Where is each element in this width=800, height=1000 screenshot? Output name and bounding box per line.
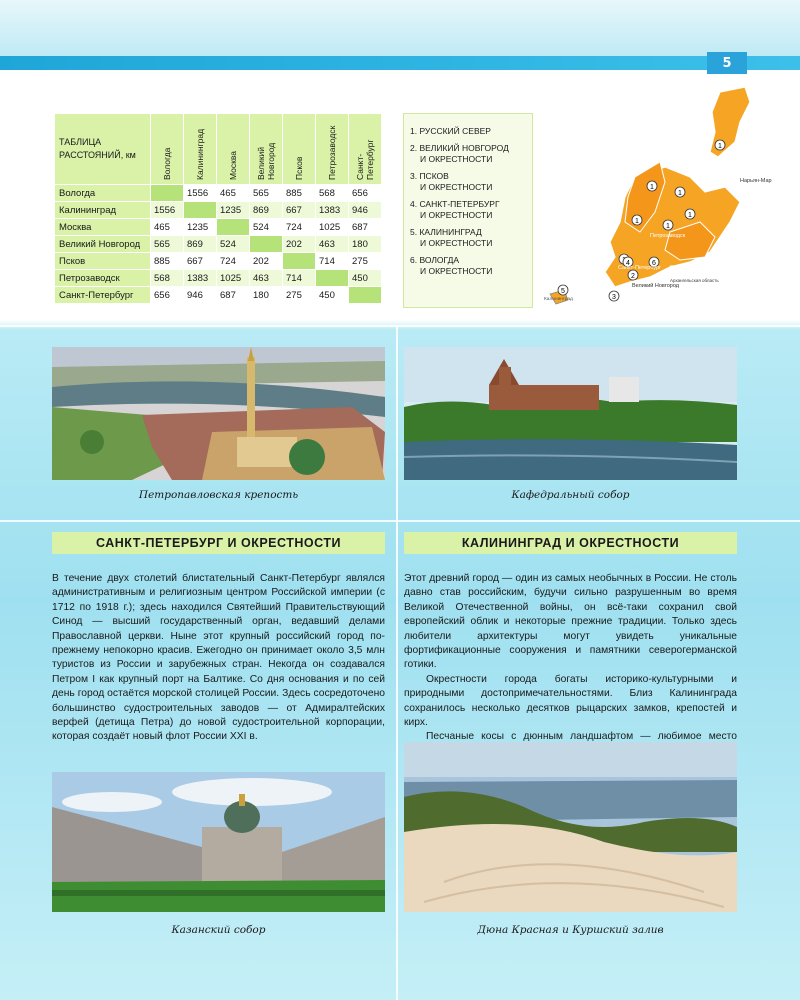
region-subtitle: И ОКРЕСТНОСТИ: [420, 238, 493, 248]
table-row: [55, 219, 382, 236]
region-list-item: [410, 255, 526, 277]
column-header: Великий Новгород: [250, 114, 283, 185]
distance-cell: [250, 236, 283, 253]
column-header: Петрозаводск: [316, 114, 349, 185]
svg-text:1: 1: [635, 218, 639, 225]
distance-cell: [349, 287, 382, 304]
table-row: [55, 253, 382, 270]
region-subtitle: И ОКРЕСТНОСТИ: [420, 266, 493, 276]
dune-image: [404, 742, 737, 912]
distance-table: [54, 113, 382, 304]
region-list-item: [410, 171, 526, 193]
distance-cell: 568: [316, 185, 349, 202]
distance-cell: [217, 219, 250, 236]
kaliningrad-paragraph: Окрестности города богаты историко-культурными и природными достопримечательностями. Близ Калининграда сохранилось несколько десятков рыцарских замков, крепостей и кирх.: [404, 673, 737, 729]
svg-text:Мурманск: Мурманск: [690, 170, 716, 176]
column-header: Калининград: [184, 114, 217, 185]
fortress-image: [52, 347, 385, 480]
table-row: [55, 287, 382, 304]
column-header: Санкт-Петербург: [349, 114, 382, 185]
distance-cell: 946: [349, 202, 382, 219]
distance-cell: 724: [217, 253, 250, 270]
row-header: Москва: [55, 219, 151, 236]
distance-cell: 1383: [316, 202, 349, 219]
svg-text:Нарьян-Мар: Нарьян-Мар: [740, 178, 772, 184]
distance-cell: 1025: [316, 219, 349, 236]
distance-cell: 946: [184, 287, 217, 304]
column-header: Вологда: [151, 114, 184, 185]
distance-cell: 524: [250, 219, 283, 236]
cathedral-image: [404, 347, 737, 480]
fortress-caption: Петропавловская крепость: [138, 489, 299, 501]
region-name: 2. ВЕЛИКИЙ НОВГОРОД: [410, 143, 509, 153]
region-name: 5. КАЛИНИНГРАД: [410, 227, 482, 237]
distance-cell: 1235: [184, 219, 217, 236]
distance-cell: 450: [316, 287, 349, 304]
region-name: 1. РУССКИЙ СЕВЕР: [410, 126, 491, 136]
cathedral-photo: [404, 347, 737, 480]
distance-cell: 667: [283, 202, 316, 219]
distance-cell: 465: [217, 185, 250, 202]
section-divider: [0, 325, 800, 327]
distance-cell: 565: [250, 185, 283, 202]
distance-cell: 275: [283, 287, 316, 304]
distance-cell: [316, 270, 349, 287]
region-list-item: [410, 143, 526, 165]
row-header: Калининград: [55, 202, 151, 219]
spb-paragraph: В течение двух столетий блистательный Санкт-Петербург являлся административным и религиозным центром Российской империи (с 1712 по 1918 г.); здесь находился Святейший Правительствующий Синод — высший государственный орган, ведавший делами Православной церкви. Ныне этот крупный российский город по-прежнему непокорно красив. Ежегодно он принимает около 3,5 млн туристов из России и зарубежных стран. Некогда он создавался Петром I как крупный порт на Балтике. Со дня основания и по сей день город остаётся морской столицей России. Здесь сосредоточено большинство судостроительных заводов — от Адмиралтейских верфей (детища Петра) до новой судостроительной корпорации, которая создаёт новый флот России XXI в.: [52, 573, 385, 743]
distance-cell: [283, 253, 316, 270]
distance-cell: 565: [151, 236, 184, 253]
region-list-item: [410, 126, 526, 137]
region-legend: [403, 113, 533, 308]
region-subtitle: И ОКРЕСТНОСТИ: [420, 182, 493, 192]
svg-text:6: 6: [652, 260, 656, 267]
distance-cell: 1556: [151, 202, 184, 219]
distance-cell: 885: [151, 253, 184, 270]
row-header: Псков: [55, 253, 151, 270]
column-header: Псков: [283, 114, 316, 185]
svg-text:Вологда: Вологда: [670, 265, 691, 271]
svg-text:Калининград: Калининград: [544, 297, 573, 302]
column-header: Москва: [217, 114, 250, 185]
distance-cell: 656: [349, 185, 382, 202]
svg-text:1: 1: [718, 143, 722, 150]
region-subtitle: И ОКРЕСТНОСТИ: [420, 154, 493, 164]
fortress-photo: [52, 347, 385, 480]
svg-text:Великий Новгород: Великий Новгород: [632, 283, 680, 289]
distance-cell: [151, 185, 184, 202]
header-band: [0, 0, 800, 56]
distance-cell: 524: [217, 236, 250, 253]
header-stripe: [0, 56, 800, 70]
svg-text:Архангельская область: Архангельская область: [670, 278, 719, 283]
distance-cell: 450: [349, 270, 382, 287]
svg-text:Санкт-Петербург: Санкт-Петербург: [618, 265, 662, 271]
distance-cell: 180: [250, 287, 283, 304]
distance-cell: 465: [151, 219, 184, 236]
distance-cell: 463: [316, 236, 349, 253]
svg-text:3: 3: [612, 294, 616, 301]
svg-text:4: 4: [626, 260, 630, 267]
distance-cell: 724: [283, 219, 316, 236]
dune-photo: [404, 742, 737, 912]
cathedral-caption: Кафедральный собор: [511, 489, 630, 501]
distance-cell: 202: [283, 236, 316, 253]
table-row: [55, 202, 382, 219]
region-name: 3. ПСКОВ: [410, 171, 449, 181]
distance-cell: [184, 202, 217, 219]
svg-text:2: 2: [631, 273, 635, 280]
svg-text:5: 5: [561, 288, 565, 295]
distance-cell: 869: [250, 202, 283, 219]
distance-cell: 463: [250, 270, 283, 287]
distance-cell: 275: [349, 253, 382, 270]
distance-cell: 656: [151, 287, 184, 304]
svg-text:1: 1: [650, 184, 654, 191]
dune-caption: Дюна Красная и Куршский залив: [477, 924, 664, 936]
svg-text:1: 1: [688, 212, 692, 219]
spb-text: [52, 572, 385, 745]
distance-cell: 202: [250, 253, 283, 270]
kaliningrad-paragraph: Этот древний город — один из самых необычных в России. Не столь давно став российским, будучи сильно разрушенным во время Великой Отечественной войны, он всё-таки сохранил свой европейский облик и некоторые прежние традиции. Только здесь любители архитектуры могут увидеть уникальные фортификационные сооружения и памятники северогерманской готики.: [404, 573, 737, 671]
kazan-photo: [52, 772, 385, 912]
region-subtitle: И ОКРЕСТНОСТИ: [420, 210, 493, 220]
kazan-caption: Казанский собор: [171, 924, 266, 936]
spb-heading: САНКТ-ПЕТЕРБУРГ И ОКРЕСТНОСТИ: [52, 532, 385, 554]
distance-cell: 180: [349, 236, 382, 253]
distance-cell: 714: [316, 253, 349, 270]
table-row: [55, 185, 382, 202]
distance-cell: 869: [184, 236, 217, 253]
table-row: [55, 270, 382, 287]
distance-cell: 687: [349, 219, 382, 236]
region-list-item: [410, 199, 526, 221]
distance-cell: 1556: [184, 185, 217, 202]
regions-map: [540, 82, 795, 317]
row-header: Вологда: [55, 185, 151, 202]
table-row: [55, 236, 382, 253]
distance-cell: 1383: [184, 270, 217, 287]
column-divider: [396, 325, 398, 1000]
table-title: ТАБЛИЦА РАССТОЯНИЙ, км: [55, 114, 151, 185]
kaliningrad-paragraph: Песчаные косы с дюнным ландшафтом — любимое место: [426, 731, 737, 743]
distance-cell: 568: [151, 270, 184, 287]
distance-cell: 1235: [217, 202, 250, 219]
region-name: 4. САНКТ-ПЕТЕРБУРГ: [410, 199, 500, 209]
row-header: Великий Новгород: [55, 236, 151, 253]
svg-text:Петрозаводск: Петрозаводск: [650, 233, 686, 239]
region-name: 6. ВОЛОГДА: [410, 255, 460, 265]
distance-cell: 1025: [217, 270, 250, 287]
svg-text:1: 1: [666, 223, 670, 230]
distance-cell: 714: [283, 270, 316, 287]
distance-table-body: [55, 185, 382, 304]
region-list-item: [410, 227, 526, 249]
page-number: 5: [707, 52, 747, 74]
kazan-image: [52, 772, 385, 912]
kaliningrad-heading: КАЛИНИНГРАД И ОКРЕСТНОСТИ: [404, 532, 737, 554]
distance-cell: 885: [283, 185, 316, 202]
row-header: Петрозаводск: [55, 270, 151, 287]
distance-cell: 687: [217, 287, 250, 304]
row-header: Санкт-Петербург: [55, 287, 151, 304]
section-divider: [0, 520, 800, 522]
svg-text:1: 1: [678, 190, 682, 197]
kaliningrad-text: [404, 572, 737, 759]
distance-cell: 667: [184, 253, 217, 270]
